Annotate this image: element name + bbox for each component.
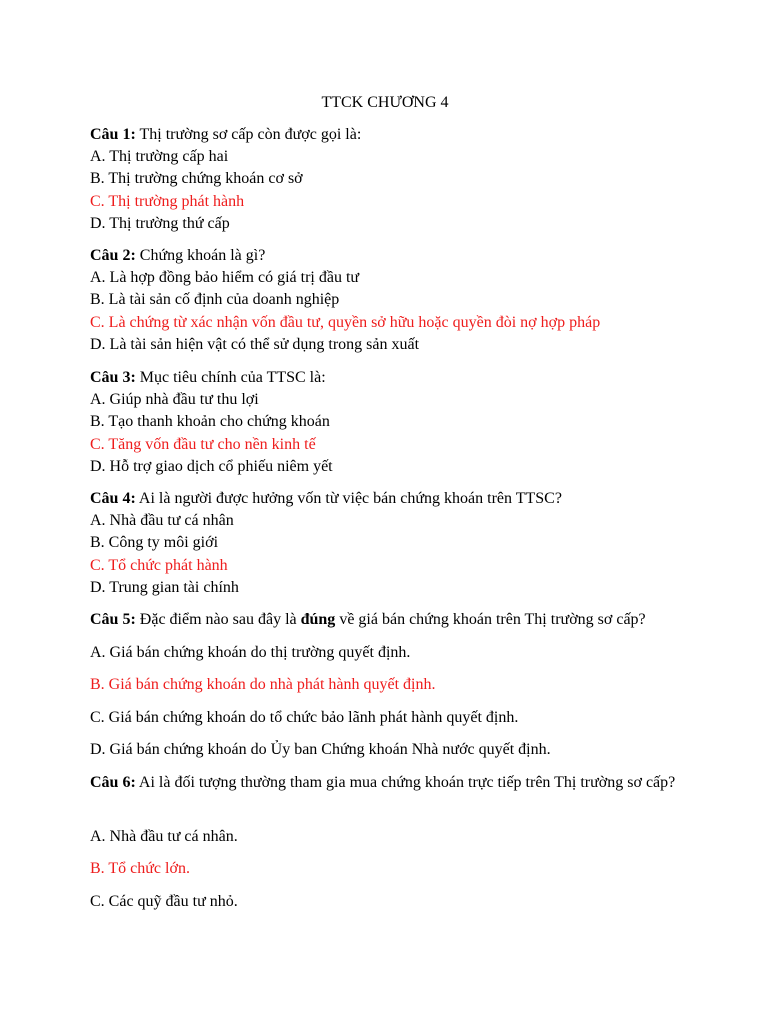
question-1-option-a: A. Thị trường cấp hai xyxy=(90,148,229,166)
question-4-option-d: D. Trung gian tài chính xyxy=(90,578,239,596)
question-1-option-c-correct: C. Thị trường phát hành xyxy=(90,192,245,210)
question-3-text: Mục tiêu chính của TTSC là: xyxy=(135,369,326,386)
question-2-text: Chứng khoán là gì? xyxy=(135,247,266,264)
question-5-text-before: Đặc điểm nào sau đây là xyxy=(135,611,301,628)
question-2-option-b: B. Là tài sản cố định của doanh nghiệp xyxy=(90,291,340,309)
question-3-option-a: A. Giúp nhà đầu tư thu lợi xyxy=(90,391,259,409)
question-4-text: Ai là người được hưởng vốn từ việc bán chứng khoán trên TTSC? xyxy=(135,490,562,507)
question-4-option-b: B. Công ty môi giới xyxy=(90,534,219,552)
question-4-option-c-correct: C. Tổ chức phát hành xyxy=(90,556,228,574)
question-3-option-b: B. Tạo thanh khoản cho chứng khoán xyxy=(90,413,330,431)
question-2-option-d: D. Là tài sản hiện vật có thể sử dụng trong sản xuất xyxy=(90,335,420,353)
question-4 xyxy=(90,488,680,599)
question-2-stem xyxy=(90,245,680,267)
question-1-option-b: B. Thị trường chứng khoán cơ sở xyxy=(90,170,303,188)
question-1-stem xyxy=(90,124,680,146)
question-6-option-c: C. Các quỹ đầu tư nhỏ. xyxy=(90,893,238,910)
question-1-text: Thị trường sơ cấp còn được gọi là: xyxy=(135,126,362,143)
question-5-text-emphasis: đúng xyxy=(300,611,336,628)
document-title: TTCK CHƯƠNG 4 xyxy=(321,94,449,111)
question-6-option-a: A. Nhà đầu tư cá nhân. xyxy=(90,828,238,845)
question-4-stem xyxy=(90,488,680,510)
question-5-option-d: D. Giá bán chứng khoán do Ủy ban Chứng khoán Nhà nước quyết định. xyxy=(90,741,551,758)
question-4-label: Câu 4: xyxy=(90,490,136,507)
question-5-stem xyxy=(90,609,646,631)
question-4-option-a: A. Nhà đầu tư cá nhân xyxy=(90,512,234,530)
question-6-option-b-correct: B. Tổ chức lớn. xyxy=(90,860,190,877)
question-5-option-b-correct: B. Giá bán chứng khoán do nhà phát hành quyết định. xyxy=(90,676,436,693)
question-3 xyxy=(90,367,680,478)
question-6-stem-text xyxy=(90,772,680,794)
question-2 xyxy=(90,245,680,356)
question-5-label: Câu 5: xyxy=(90,611,136,628)
question-2-option-c-correct: C. Là chứng từ xác nhận vốn đầu tư, quyền sở hữu hoặc quyền đòi nợ hợp pháp xyxy=(90,313,601,331)
question-3-label: Câu 3: xyxy=(90,369,136,386)
question-5-option-c: C. Giá bán chứng khoán do tổ chức bảo lãnh phát hành quyết định. xyxy=(90,709,519,726)
question-6-stem xyxy=(90,772,680,794)
question-6-label: Câu 6: xyxy=(90,774,136,791)
question-3-option-d: D. Hỗ trợ giao dịch cổ phiếu niêm yết xyxy=(90,457,333,475)
question-1-option-d: D. Thị trường thứ cấp xyxy=(90,214,230,232)
question-5-text-after: về giá bán chứng khoán trên Thị trường sơ cấp? xyxy=(335,611,646,628)
question-3-option-c-correct: C. Tăng vốn đầu tư cho nền kinh tế xyxy=(90,435,316,453)
question-2-option-a: A. Là hợp đồng bảo hiểm có giá trị đầu tư xyxy=(90,269,360,287)
question-5-option-a: A. Giá bán chứng khoán do thị trường quyết định. xyxy=(90,644,411,661)
question-1-label: Câu 1: xyxy=(90,126,136,143)
question-2-label: Câu 2: xyxy=(90,247,136,264)
question-3-stem xyxy=(90,367,680,389)
question-1 xyxy=(90,124,680,235)
question-6-text: Ai là đối tượng thường tham gia mua chứng khoán trực tiếp trên Thị trường sơ cấp? xyxy=(135,774,676,791)
